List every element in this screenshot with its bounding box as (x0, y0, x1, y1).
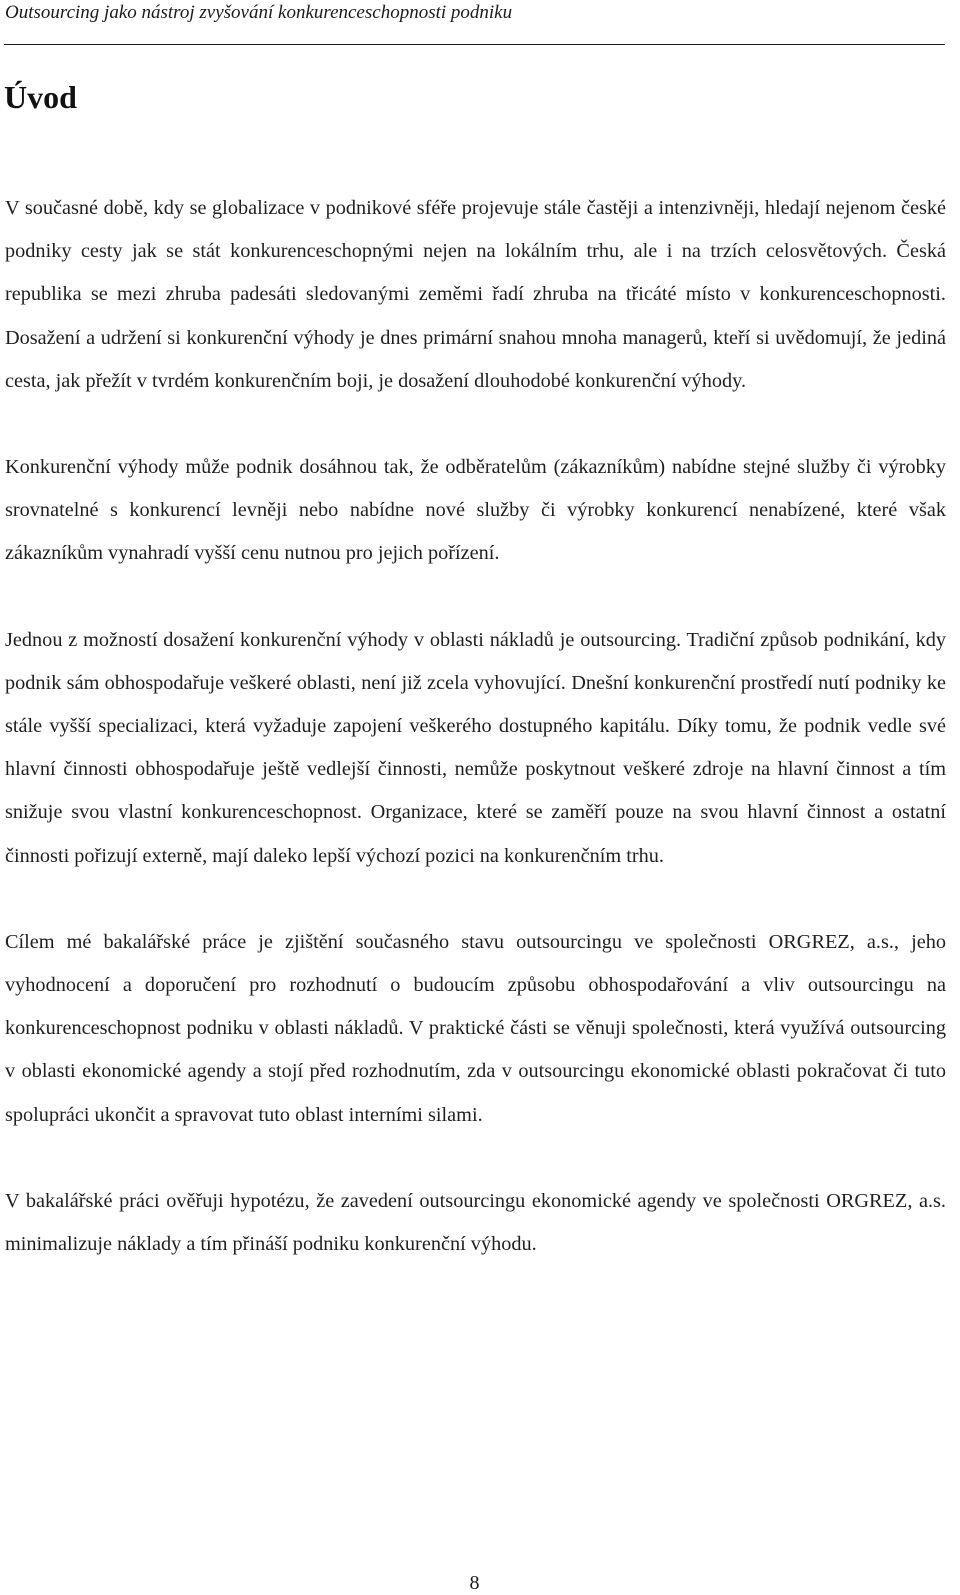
header-rule (4, 44, 945, 45)
paragraph-3: Jednou z možností dosažení konkurenční výhody v oblasti nákladů je outsourcing. Tradiční způsob podnikání, kdy podnik sám obhospodařuje veškeré oblasti, není již zcela vyhovující. Dnešní konkurenční prostředí nutí podniky ke stále vyšší specializaci, která vyžaduje zapojení veškerého dostupného kapitálu. Díky tomu, že podnik vedle své hlavní činnosti obhospodařuje ještě vedlejší činnosti, nemůže poskytnout veškeré zdroje na hlavní činnost a tím snižuje svou vlastní konkurenceschopnost. Organizace, které se zaměří pouze na svou hlavní činnost a ostatní činnosti pořizují externě, mají daleko lepší výchozí pozici na konkurenčním trhu. (5, 628, 946, 867)
running-header: Outsourcing jako nástroj zvyšování konkurenceschopnosti podniku (5, 2, 513, 23)
paragraph-1: V současné době, kdy se globalizace v podnikové sféře projevuje stále častěji a intenzivněji, hledají nejenom české podniky cesty jak se stát konkurenceschopnými nejen na lokálním trhu, ale i na trzích celosvětových. Česká republika se mezi zhruba padesáti sledovanými zeměmi řadí zhruba na třicáté místo v konkurenceschopnosti. Dosažení a udržení si konkurenční výhody je dnes primární snahou mnoha managerů, kteří si uvědomují, že jediná cesta, jak přežít v tvrdém konkurenčním boji, je dosažení dlouhodobé konkurenční výhody. (5, 197, 946, 392)
paragraph-2: Konkurenční výhody může podnik dosáhnou tak, že odběratelům (zákazníkům) nabídne stejné služby či výrobky srovnatelné s konkurencí levněji nebo nabídne nové služby či výrobky konkurencí nenabízené, které však zákazníkům vynahradí vyšší cenu nutnou pro jejich pořízení. (5, 456, 946, 565)
section-heading: Úvod (4, 79, 77, 115)
page-number: 8 (469, 1572, 480, 1594)
body-text (5, 187, 946, 1309)
paragraph-4: Cílem mé bakalářské práce je zjištění současného stavu outsourcingu ve společnosti ORGREZ, a.s., jeho vyhodnocení a doporučení pro rozhodnutí o budoucím způsobu obhospodařování a vliv outsourcingu na konkurenceschopnost podniku v oblasti nákladů. V praktické části se věnuji společnosti, která využívá outsourcing v oblasti ekonomické agendy a stojí před rozhodnutím, zda v outsourcingu ekonomické oblasti pokračovat či tuto spolupráci ukončit a spravovat tuto oblast interními silami. (5, 930, 946, 1126)
paragraph-5: V bakalářské práci ověřuji hypotézu, že zavedení outsourcingu ekonomické agendy ve společnosti ORGREZ, a.s. minimalizuje náklady a tím přináší podniku konkurenční výhodu. (5, 1189, 946, 1256)
